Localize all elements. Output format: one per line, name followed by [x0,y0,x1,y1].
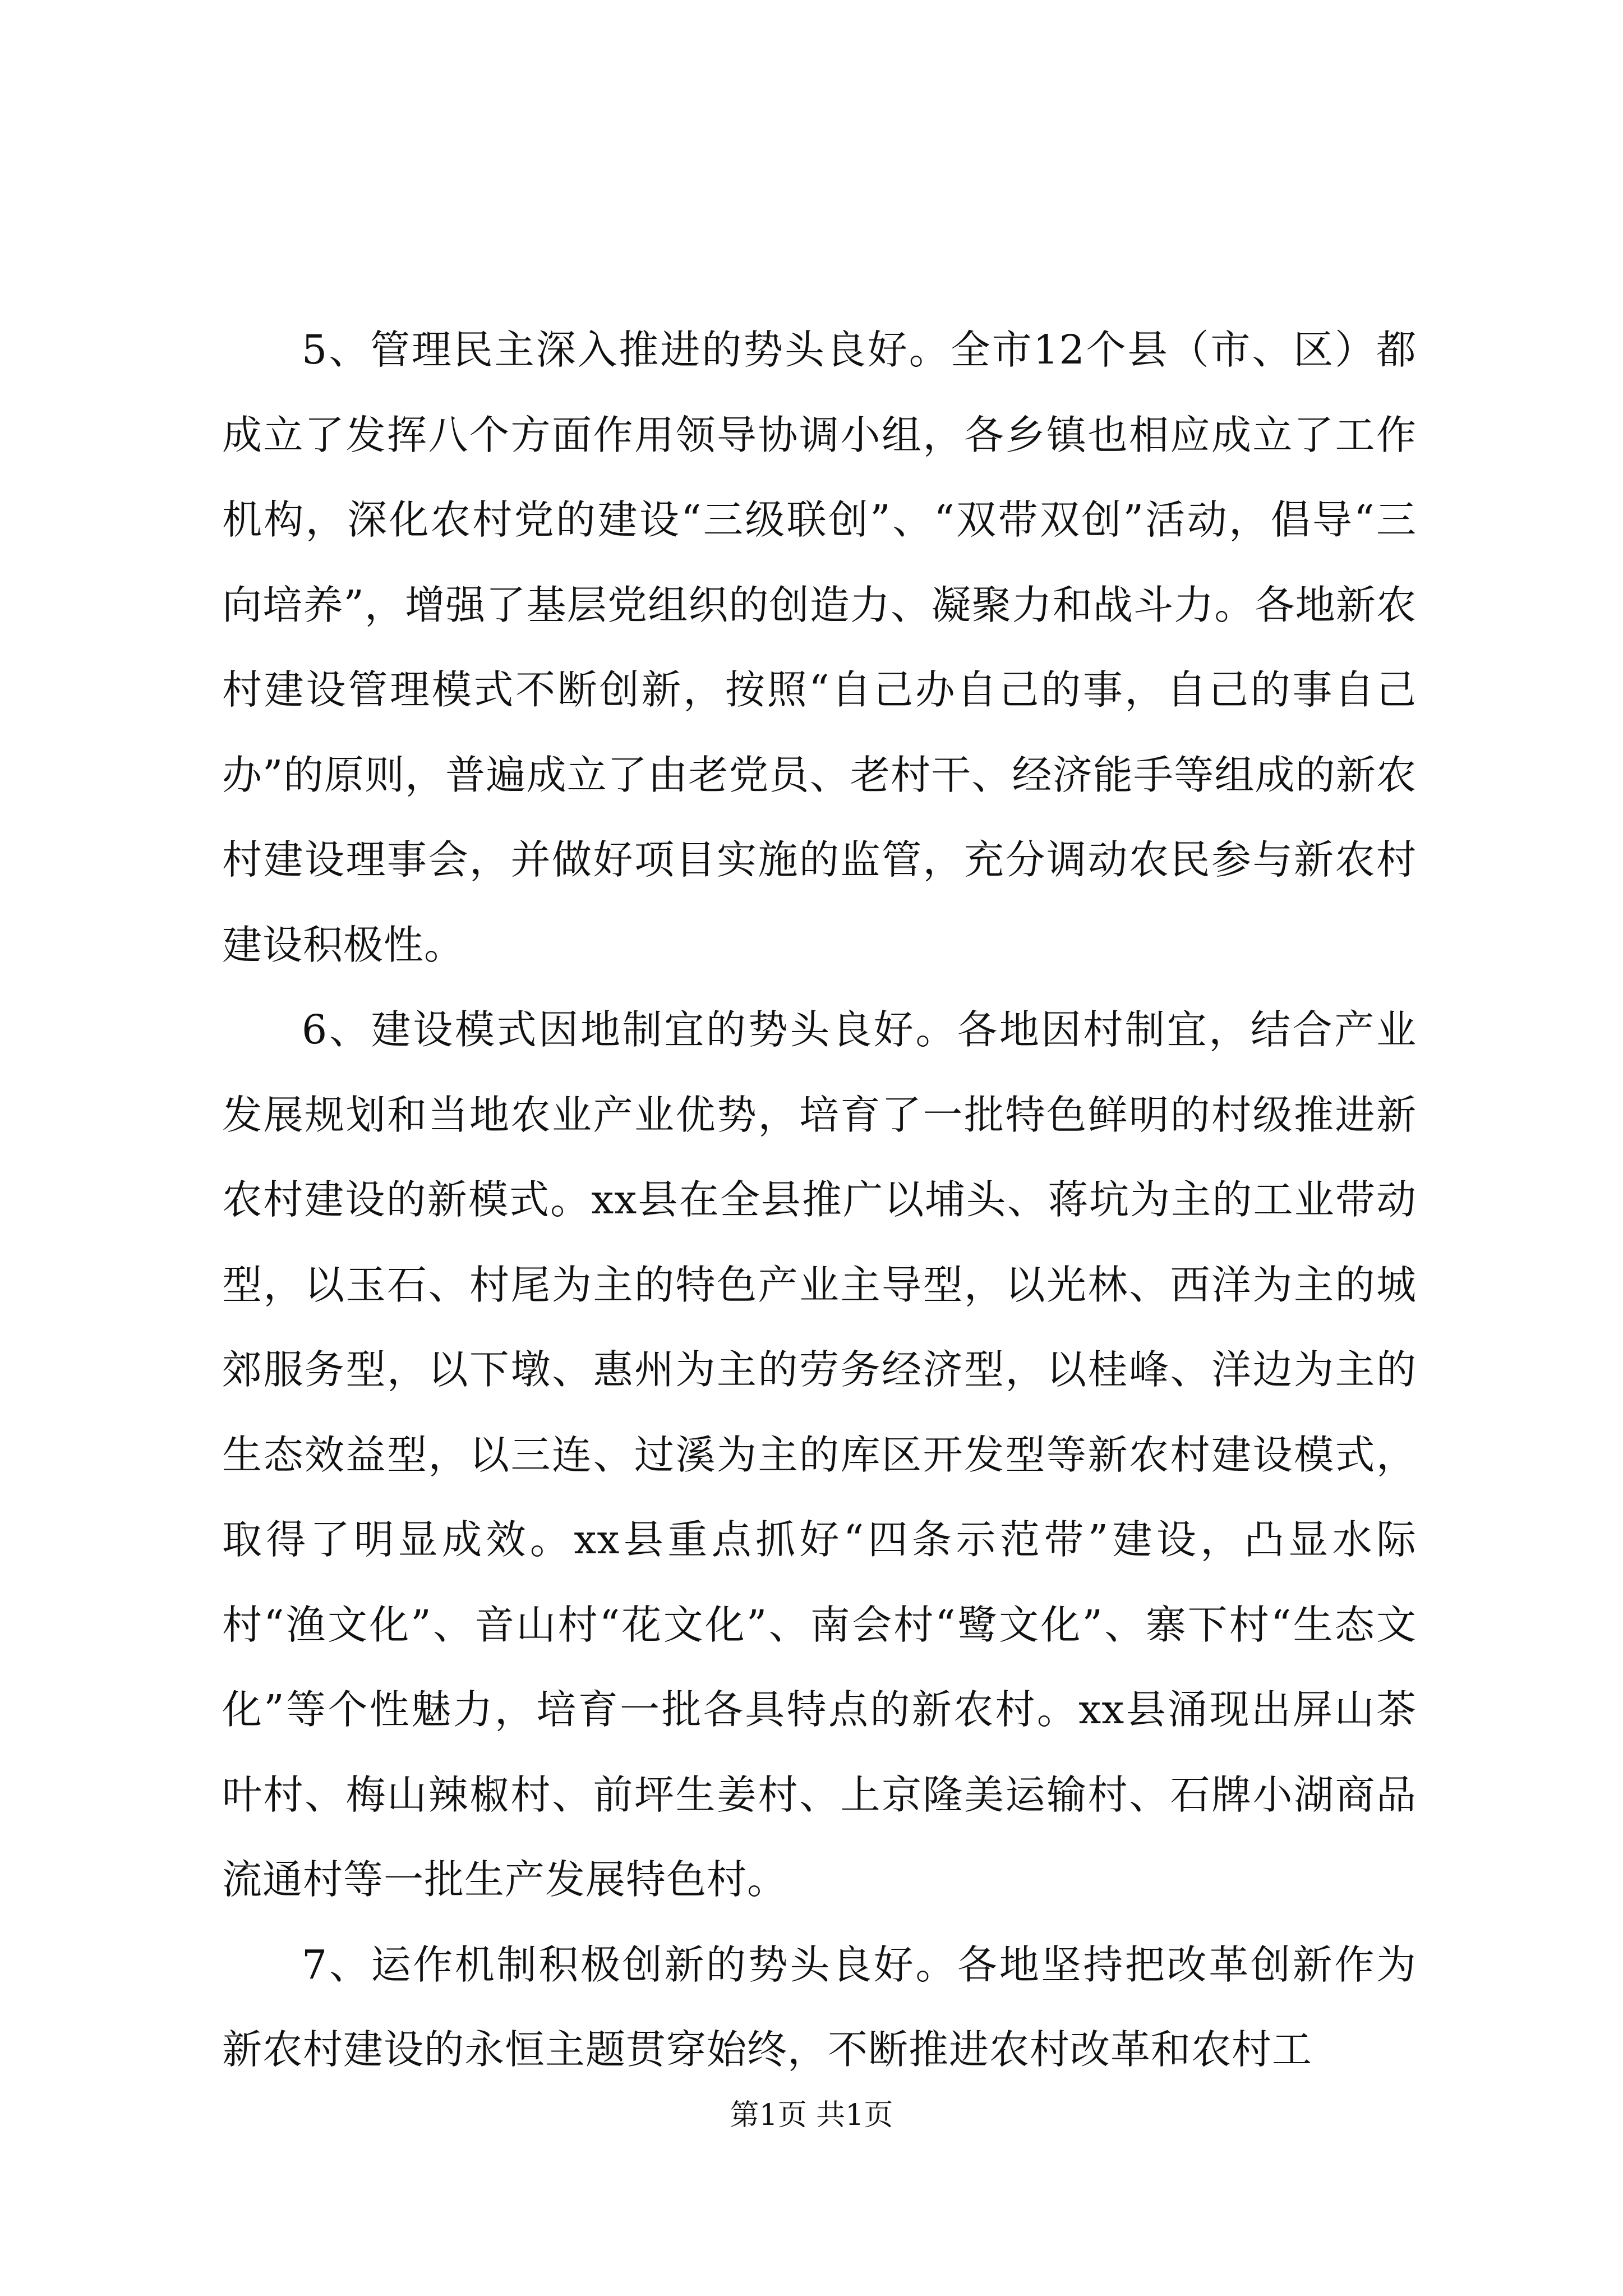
page-footer: 第1页 共1页 [730,2099,893,2132]
paragraph-5: 5、管理民主深入推进的势头良好。全市12个县（市、区）都成立了发挥八个方面作用领导协调小组，各乡镇也相应成立了工作机构，深化农村党的建设“三级联创”、“双带双创”活动，倡导“三向培养”，增强了基层党组织的创造力、凝聚力和战斗力。各地新农村建设管理模式不断创新，按照“自己办自己的事，自己的事自己办”的原则，普遍成立了由老党员、老村干、经济能手等组成的新农村建设理事会，并做好项目实施的监管，充分调动农民参与新农村建设积极性。 [222,326,1417,968]
document-body [222,307,1417,2092]
paragraph-7: 7、运作机制积极创新的势头良好。各地坚持把改革创新作为新农村建设的永恒主题贯穿始终，不断推进农村改革和农村工 [222,1941,1417,2073]
paragraph-6: 6、建设模式因地制宜的势头良好。各地因村制宜，结合产业发展规划和当地农业产业优势，培育了一批特色鲜明的村级推进新农村建设的新模式。xx县在全县推广以埔头、蒋坑为主的工业带动型，以玉石、村尾为主的特色产业主导型，以光林、西洋为主的城郊服务型，以下墩、惠州为主的劳务经济型，以桂峰、洋边为主的生态效益型，以三连、过溪为主的库区开发型等新农村建设模式，取得了明显成效。xx县重点抓好“四条示范带”建设，凸显水际村“渔文化”、音山村“花文化”、南会村“鹭文化”、寨下村“生态文化”等个性魅力，培育一批各具特点的新农村。xx县涌现出屏山茶叶村、梅山辣椒村、前坪生姜村、上京隆美运输村、石牌小湖商品流通村等一批生产发展特色村。 [222,1006,1417,1903]
